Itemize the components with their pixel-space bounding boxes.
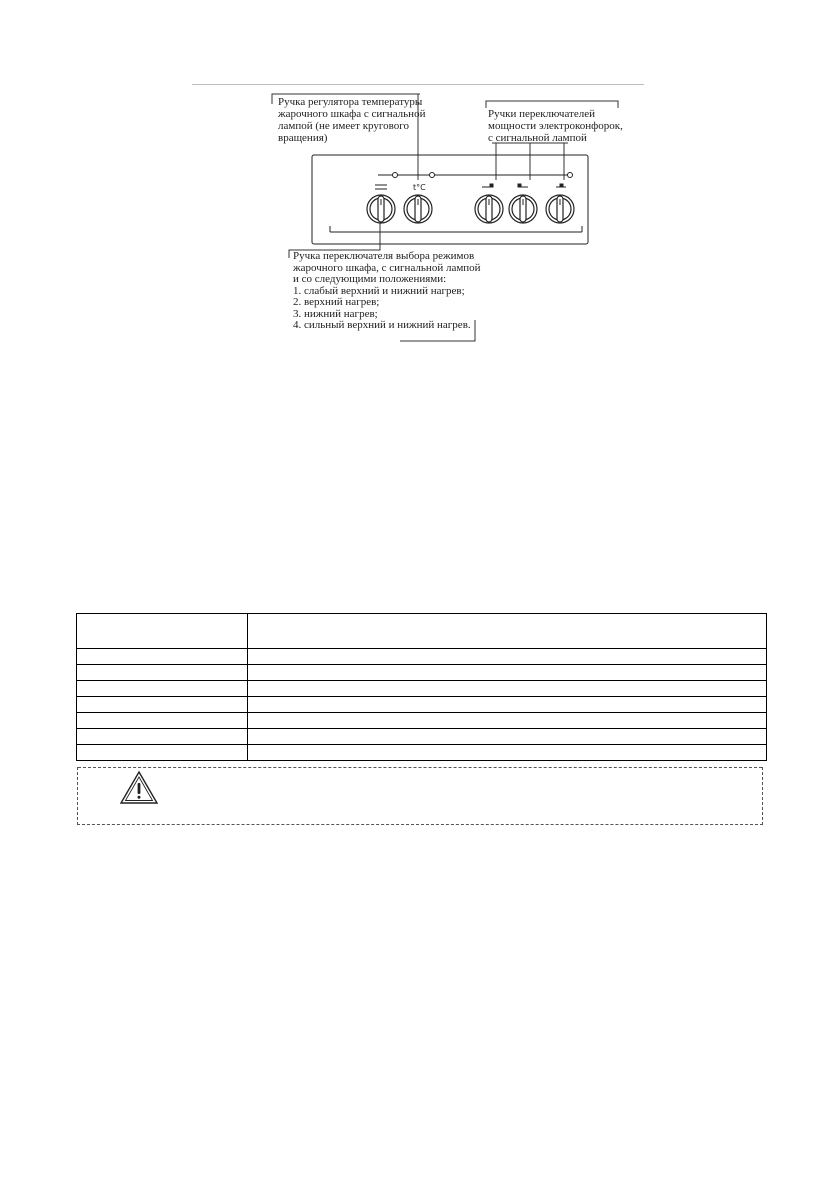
callout-line: жарочного шкафа, с сигнальной лампой — [293, 261, 481, 274]
temp-symbol: t°C — [413, 183, 426, 192]
table-row — [77, 729, 767, 745]
callout-burner-switches — [488, 108, 623, 144]
table-cell — [77, 681, 248, 697]
table-cell — [77, 745, 248, 761]
table-row — [77, 713, 767, 729]
table-cell — [77, 713, 248, 729]
table-cell — [77, 665, 248, 681]
mode-item-4: 4. сильный верхний и нижний нагрев. — [293, 319, 471, 331]
lamp-indicator-3 — [568, 173, 573, 178]
table-cell — [77, 649, 248, 665]
callout-line: мощности электроконфорок, — [488, 120, 623, 132]
table-row — [77, 665, 767, 681]
mode-item-2: 2. верхний нагрев; — [293, 296, 380, 308]
callout-line: Ручка переключателя выбора режимов — [293, 250, 475, 262]
table-header-cell — [77, 614, 248, 649]
mode-item-1: 1. слабый верхний и нижний нагрев; — [293, 284, 465, 297]
table-row — [77, 681, 767, 697]
callout-oven-temperature — [278, 96, 425, 144]
table-header-cell — [248, 614, 767, 649]
table-cell — [77, 697, 248, 713]
table-row — [77, 697, 767, 713]
table-cell — [248, 665, 767, 681]
lamp-indicator-2 — [430, 173, 435, 178]
callout-line: с сигнальной лампой — [488, 132, 587, 144]
callout-line: жарочного шкафа с сигнальной — [278, 108, 426, 120]
warning-triangle-icon — [119, 770, 159, 806]
mode-item-3: 3. нижний нагрев; — [293, 307, 378, 320]
spec-table — [76, 613, 767, 761]
callout-line: Ручки переключателей — [488, 108, 595, 120]
callout-oven-modes — [293, 251, 481, 332]
callout-line: вращения) — [278, 132, 328, 144]
table-row — [77, 745, 767, 761]
callout-line: Ручка регулятора температуры — [278, 96, 423, 108]
table-cell — [77, 729, 248, 745]
callout-burners-bracket — [486, 101, 618, 108]
callout-line: лампой (не имеет кругового — [278, 120, 410, 132]
control-panel — [312, 155, 588, 244]
table-row — [77, 649, 767, 665]
callout-line: и со следующими положениями: — [293, 273, 447, 285]
table-cell — [248, 713, 767, 729]
table-cell — [248, 745, 767, 761]
table-header-row — [77, 614, 767, 649]
table-cell — [248, 729, 767, 745]
lamp-indicator-1 — [393, 173, 398, 178]
table-cell — [248, 681, 767, 697]
table-cell — [248, 649, 767, 665]
table-cell — [248, 697, 767, 713]
warning-box — [77, 767, 763, 825]
